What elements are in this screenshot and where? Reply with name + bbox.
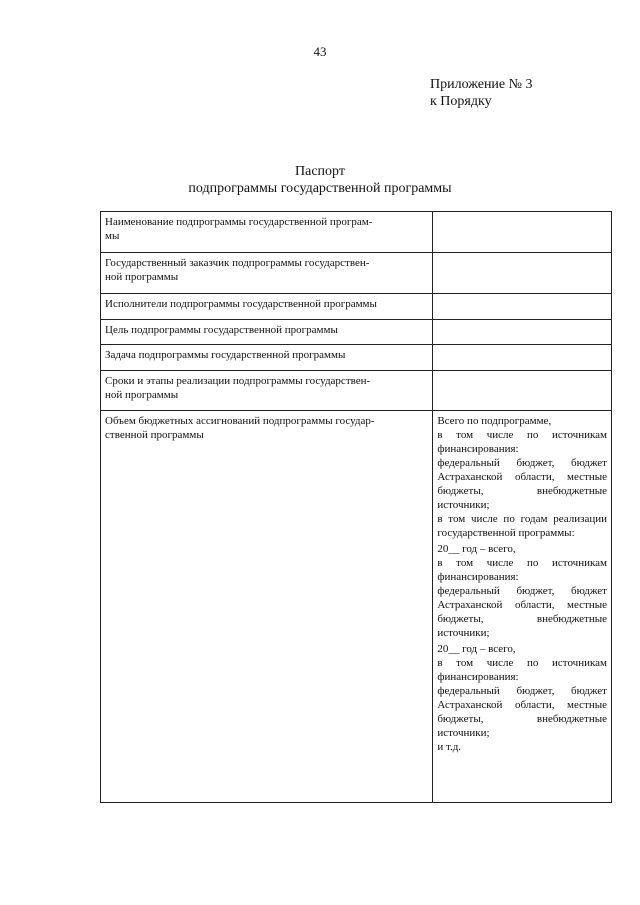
appendix-line-1: Приложение № 3 bbox=[430, 77, 533, 92]
year-sources: федеральный бюджет, бюджет Астраханской области, местные бюджеты, внебюджетные источники; bbox=[437, 685, 607, 739]
row-label bbox=[101, 371, 433, 411]
table-row bbox=[101, 371, 612, 411]
row-label-text: Сроки и этапы реализации подпрограммы государствен- ной программы bbox=[105, 375, 371, 401]
funding-total: Всего по подпрограмме, bbox=[437, 415, 552, 427]
row-value bbox=[433, 253, 612, 294]
row-label bbox=[101, 411, 433, 803]
row-value bbox=[433, 345, 612, 371]
table-row bbox=[101, 212, 612, 253]
passport-table bbox=[100, 211, 612, 803]
funding-by-sources: в том числе по источникам финансирования: bbox=[437, 429, 607, 455]
year-sources: федеральный бюджет, бюджет Астраханской области, местные бюджеты, внебюджетные источники; bbox=[437, 585, 607, 639]
year-total: 20__ год – всего, bbox=[437, 643, 516, 655]
row-label bbox=[101, 212, 433, 253]
table-row bbox=[101, 320, 612, 345]
table-row bbox=[101, 294, 612, 320]
appendix-line-2: к Порядку bbox=[430, 94, 492, 109]
year-by-sources: в том числе по источникам финансирования: bbox=[437, 657, 607, 683]
appendix-heading bbox=[430, 76, 533, 110]
row-label bbox=[101, 345, 433, 371]
row-value bbox=[433, 320, 612, 345]
table-row bbox=[101, 253, 612, 294]
document-title bbox=[0, 163, 640, 197]
row-value bbox=[433, 212, 612, 253]
row-label-text: Наименование подпрограммы государственной програм- мы bbox=[105, 216, 373, 242]
year-by-sources: в том числе по источникам финансирования: bbox=[437, 557, 607, 583]
title-line-2: подпрограммы государственной программы bbox=[188, 181, 452, 196]
table-row bbox=[101, 345, 612, 371]
row-label-text: Объем бюджетных ассигнований подпрограммы государ- ственной программы bbox=[105, 415, 375, 441]
funding-summary bbox=[437, 414, 607, 540]
row-value bbox=[433, 294, 612, 320]
row-label-text: Цель подпрограммы государственной программы bbox=[105, 324, 338, 336]
table-row bbox=[101, 411, 612, 803]
row-label-text: Исполнители подпрограммы государственной программы bbox=[105, 298, 377, 310]
title-line-1: Паспорт bbox=[295, 164, 345, 179]
funding-year-2 bbox=[437, 642, 607, 754]
page-number: 43 bbox=[313, 44, 327, 59]
year-total: 20__ год – всего, bbox=[437, 543, 516, 555]
funding-by-years: в том числе по годам реализации государственной программы: bbox=[437, 513, 607, 539]
row-label-text: Государственный заказчик подпрограммы государствен- ной программы bbox=[105, 257, 370, 283]
funding-year-1 bbox=[437, 542, 607, 640]
row-label bbox=[101, 320, 433, 345]
funding-cell bbox=[433, 411, 612, 803]
funding-etc: и т.д. bbox=[437, 741, 462, 753]
row-label bbox=[101, 253, 433, 294]
row-label bbox=[101, 294, 433, 320]
row-value bbox=[433, 371, 612, 411]
funding-sources: федеральный бюджет, бюджет Астраханской области, местные бюджеты, внебюджетные источники; bbox=[437, 457, 607, 511]
row-label-text: Задача подпрограммы государственной программы bbox=[105, 349, 346, 361]
